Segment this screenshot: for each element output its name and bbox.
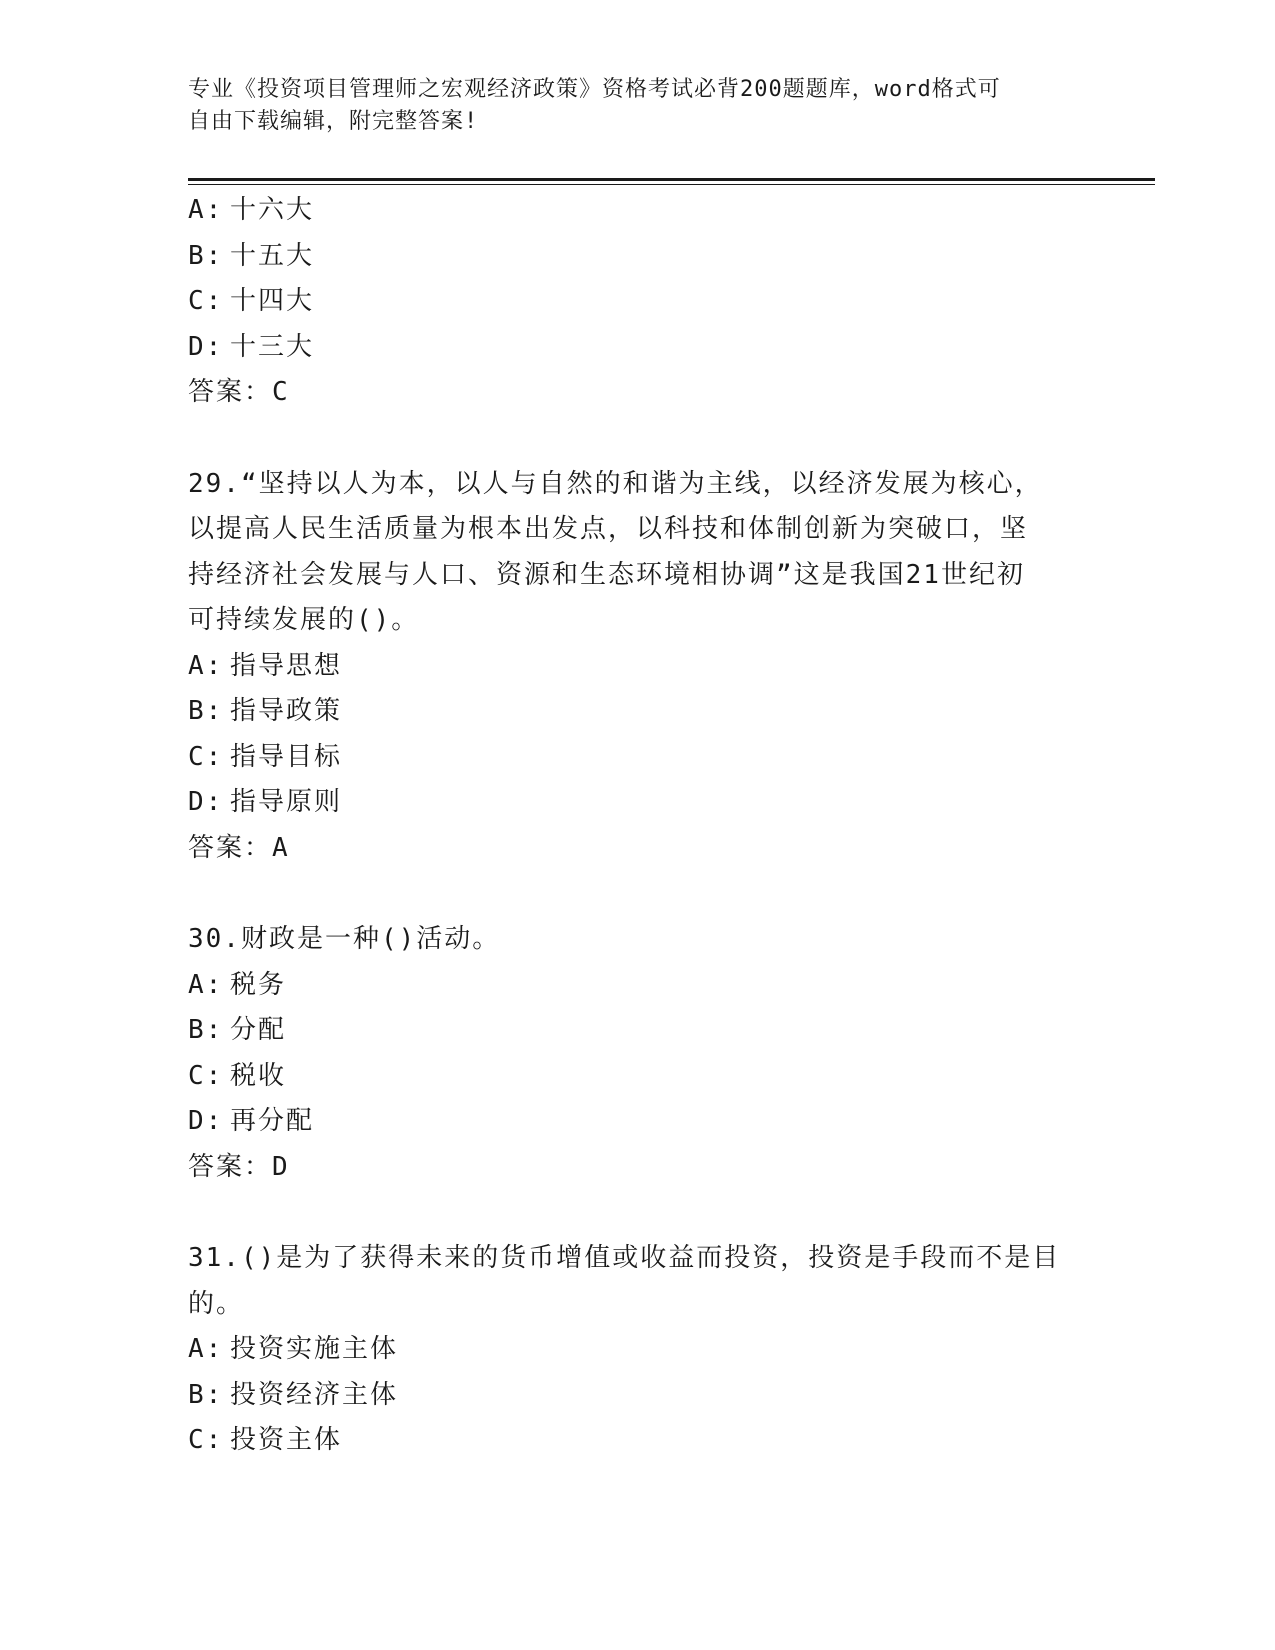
option-label: A:	[188, 650, 224, 681]
question-list	[188, 188, 1088, 1464]
question-30	[188, 917, 1088, 1190]
option-text: 税务	[230, 969, 287, 1000]
answer: 答案：C	[188, 377, 290, 407]
answer: 答案：A	[188, 832, 290, 863]
option-b	[188, 234, 1088, 280]
option-a	[188, 1327, 1088, 1373]
option-b	[188, 1008, 1088, 1054]
spacer	[188, 1190, 1088, 1236]
question-stem-line: 29.“坚持以人为本，以人与自然的和谐为主线，以经济发展为核心，	[188, 468, 1043, 499]
option-c	[188, 1054, 1088, 1100]
option-d	[188, 325, 1088, 371]
option-c	[188, 279, 1088, 325]
header-line-2: 自由下载编辑，附完整答案!	[188, 109, 479, 134]
option-text: 分配	[230, 1015, 287, 1045]
option-text: 指导原则	[230, 787, 343, 817]
option-label: B:	[188, 1015, 224, 1045]
option-c	[188, 1418, 1088, 1464]
option-label: D:	[188, 1106, 224, 1136]
question-31	[188, 1236, 1088, 1464]
option-text: 指导思想	[230, 650, 343, 681]
option-text: 再分配	[230, 1106, 315, 1136]
option-text: 十六大	[230, 195, 315, 225]
option-label: A:	[188, 195, 224, 225]
option-label: B:	[188, 240, 224, 271]
option-text: 指导政策	[230, 696, 343, 726]
option-label: B:	[188, 696, 224, 726]
option-d	[188, 780, 1088, 826]
option-text: 指导目标	[230, 741, 343, 772]
option-a	[188, 188, 1088, 234]
option-a	[188, 644, 1088, 690]
header-divider-thick	[188, 178, 1155, 181]
option-label: C:	[188, 1060, 224, 1091]
question-28	[188, 188, 1088, 416]
option-text: 投资实施主体	[230, 1334, 399, 1364]
option-label: C:	[188, 741, 224, 772]
option-label: C:	[188, 1425, 224, 1455]
option-a	[188, 963, 1088, 1009]
option-c	[188, 735, 1088, 781]
question-stem-line: 31.()是为了获得未来的货币增值或收益而投资，投资是手段而不是目	[188, 1243, 1061, 1273]
question-stem-line: 的。	[188, 1288, 245, 1319]
question-stem-line: 持经济社会发展与人口、资源和生态环境相协调”这是我国21世纪初	[188, 559, 1025, 590]
option-label: D:	[188, 787, 224, 817]
question-stem-line: 以提高人民生活质量为根本出发点，以科技和体制创新为突破口，坚	[188, 514, 1029, 544]
header-divider-thin	[188, 184, 1155, 185]
option-text: 投资主体	[230, 1425, 343, 1455]
option-d	[188, 1099, 1088, 1145]
option-label: A:	[188, 969, 224, 1000]
header-line-1: 专业《投资项目管理师之宏观经济政策》资格考试必背200题题库，word格式可	[188, 77, 1001, 102]
question-stem-line: 30.财政是一种()活动。	[188, 924, 501, 954]
spacer	[188, 871, 1088, 917]
question-stem-line: 可持续发展的()。	[188, 605, 420, 635]
option-text: 税收	[230, 1060, 287, 1091]
option-text: 十三大	[230, 331, 315, 362]
option-label: A:	[188, 1334, 224, 1364]
document-header	[188, 74, 1068, 138]
option-b	[188, 689, 1088, 735]
option-b	[188, 1373, 1088, 1419]
option-text: 投资经济主体	[230, 1379, 399, 1410]
option-label: B:	[188, 1379, 224, 1410]
answer: 答案：D	[188, 1151, 290, 1182]
question-29	[188, 462, 1088, 872]
option-text: 十五大	[230, 240, 315, 271]
option-label: D:	[188, 331, 224, 362]
option-label: C:	[188, 286, 224, 316]
option-text: 十四大	[230, 286, 315, 316]
spacer	[188, 416, 1088, 462]
